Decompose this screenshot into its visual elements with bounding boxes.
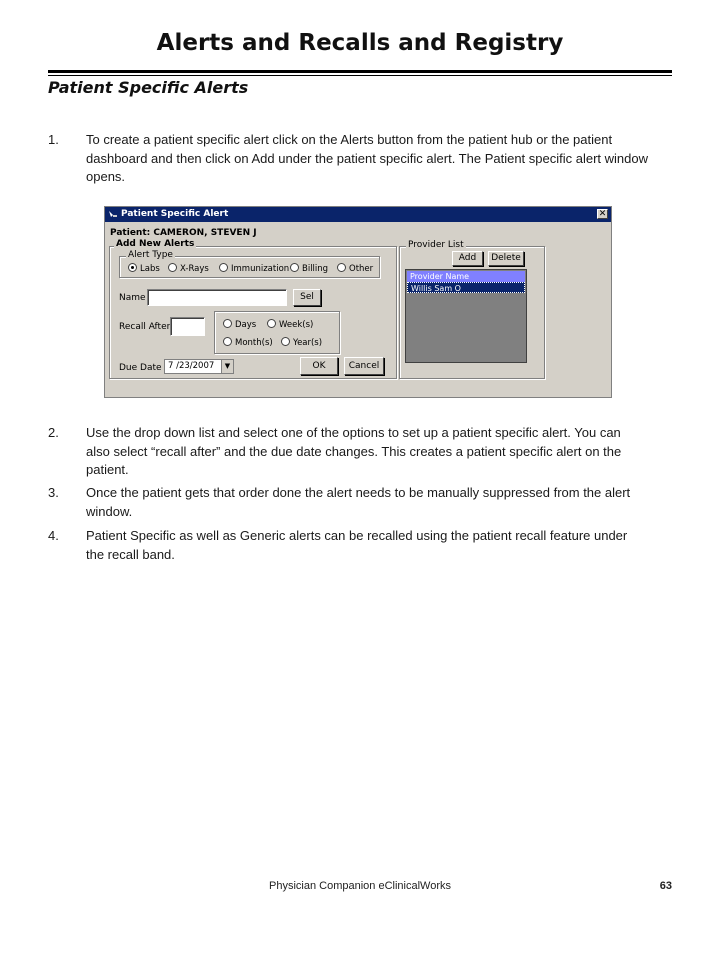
name-label: Name [119, 293, 146, 303]
radio-icon [168, 263, 177, 272]
radio-icon [223, 319, 232, 328]
window-titlebar [105, 207, 611, 222]
section-title: Patient Specific Alerts [48, 78, 249, 97]
provider-add-button[interactable]: Add [452, 251, 483, 266]
radio-icon [219, 263, 228, 272]
header-rule [48, 70, 672, 73]
alert-type-label: Alert Type [128, 250, 173, 260]
name-select-button[interactable]: Sel [293, 289, 321, 306]
step-number: 3. [48, 485, 59, 500]
radio-icon [290, 263, 299, 272]
step-text: Use the drop down list and select one of the options to set up a patient specific alert. You can also select “recall after” and the due date changes. This creates a patient specific alert on the patient. [86, 425, 622, 477]
footer-text: Physician Companion eClinicalWorks [269, 880, 451, 892]
provider-list-group [399, 240, 545, 379]
patient-specific-alert-window [104, 206, 612, 398]
step-number: 1. [48, 132, 59, 147]
radio-days[interactable]: Days [223, 319, 256, 330]
add-new-alerts-label: Add New Alerts [116, 239, 195, 249]
provider-listbox[interactable] [405, 269, 527, 363]
window-title: Patient Specific Alert [121, 209, 229, 219]
chevron-down-icon[interactable]: ▼ [221, 360, 233, 373]
due-date-value: 7 /23/2007 [168, 361, 215, 371]
step-text: Once the patient gets that order done the alert needs to be manually suppressed from the alert window. [86, 485, 631, 519]
provider-list-header: Provider Name [407, 271, 525, 282]
due-date-label: Due Date [119, 363, 162, 373]
radio-billing[interactable]: Billing [290, 263, 328, 274]
provider-delete-button[interactable]: Delete [488, 251, 524, 266]
radio-labs[interactable]: Labs [128, 263, 160, 274]
page-number: 63 [659, 880, 672, 892]
radio-other[interactable]: Other [337, 263, 373, 274]
radio-selected-icon [128, 263, 137, 272]
patient-label: Patient: CAMERON, STEVEN J [110, 228, 257, 238]
recall-after-label: Recall After [119, 322, 171, 332]
radio-icon [337, 263, 346, 272]
ok-button[interactable]: OK [300, 357, 338, 375]
list-item[interactable]: Willis Sam O [407, 282, 525, 293]
radio-weeks[interactable]: Week(s) [267, 319, 313, 330]
radio-icon [281, 337, 290, 346]
provider-list-label: Provider List [408, 240, 464, 250]
step-number: 2. [48, 425, 59, 440]
radio-xrays[interactable]: X-Rays [168, 263, 209, 274]
radio-icon [223, 337, 232, 346]
step-text: Patient Specific as well as Generic alerts can be recalled using the patient recall feature under the recall band. [86, 528, 628, 562]
due-date-combo[interactable] [164, 359, 234, 374]
header-rule-thin [48, 75, 672, 76]
close-icon[interactable]: ✕ [598, 209, 607, 219]
step-text: To create a patient specific alert click on the Alerts button from the patient hub or the patient dashboard and then click on Add under the patient specific alert. The Patient specific alert window opens. [86, 132, 648, 184]
step-2 [48, 424, 648, 480]
step-number: 4. [48, 528, 59, 543]
recall-after-input[interactable] [170, 317, 205, 336]
app-icon [108, 209, 118, 219]
radio-years[interactable]: Year(s) [281, 337, 322, 348]
cancel-button[interactable]: Cancel [344, 357, 384, 375]
radio-icon [267, 319, 276, 328]
add-new-alerts-group [109, 239, 397, 379]
document-title: Alerts and Recalls and Registry [156, 30, 564, 56]
alert-type-group [119, 250, 380, 278]
step-1 [48, 131, 648, 187]
step-3 [48, 484, 648, 521]
name-input[interactable] [147, 289, 287, 306]
step-4 [48, 527, 648, 564]
radio-immunization[interactable]: Immunization [219, 263, 289, 274]
radio-months[interactable]: Month(s) [223, 337, 273, 348]
recall-unit-group [214, 311, 340, 354]
